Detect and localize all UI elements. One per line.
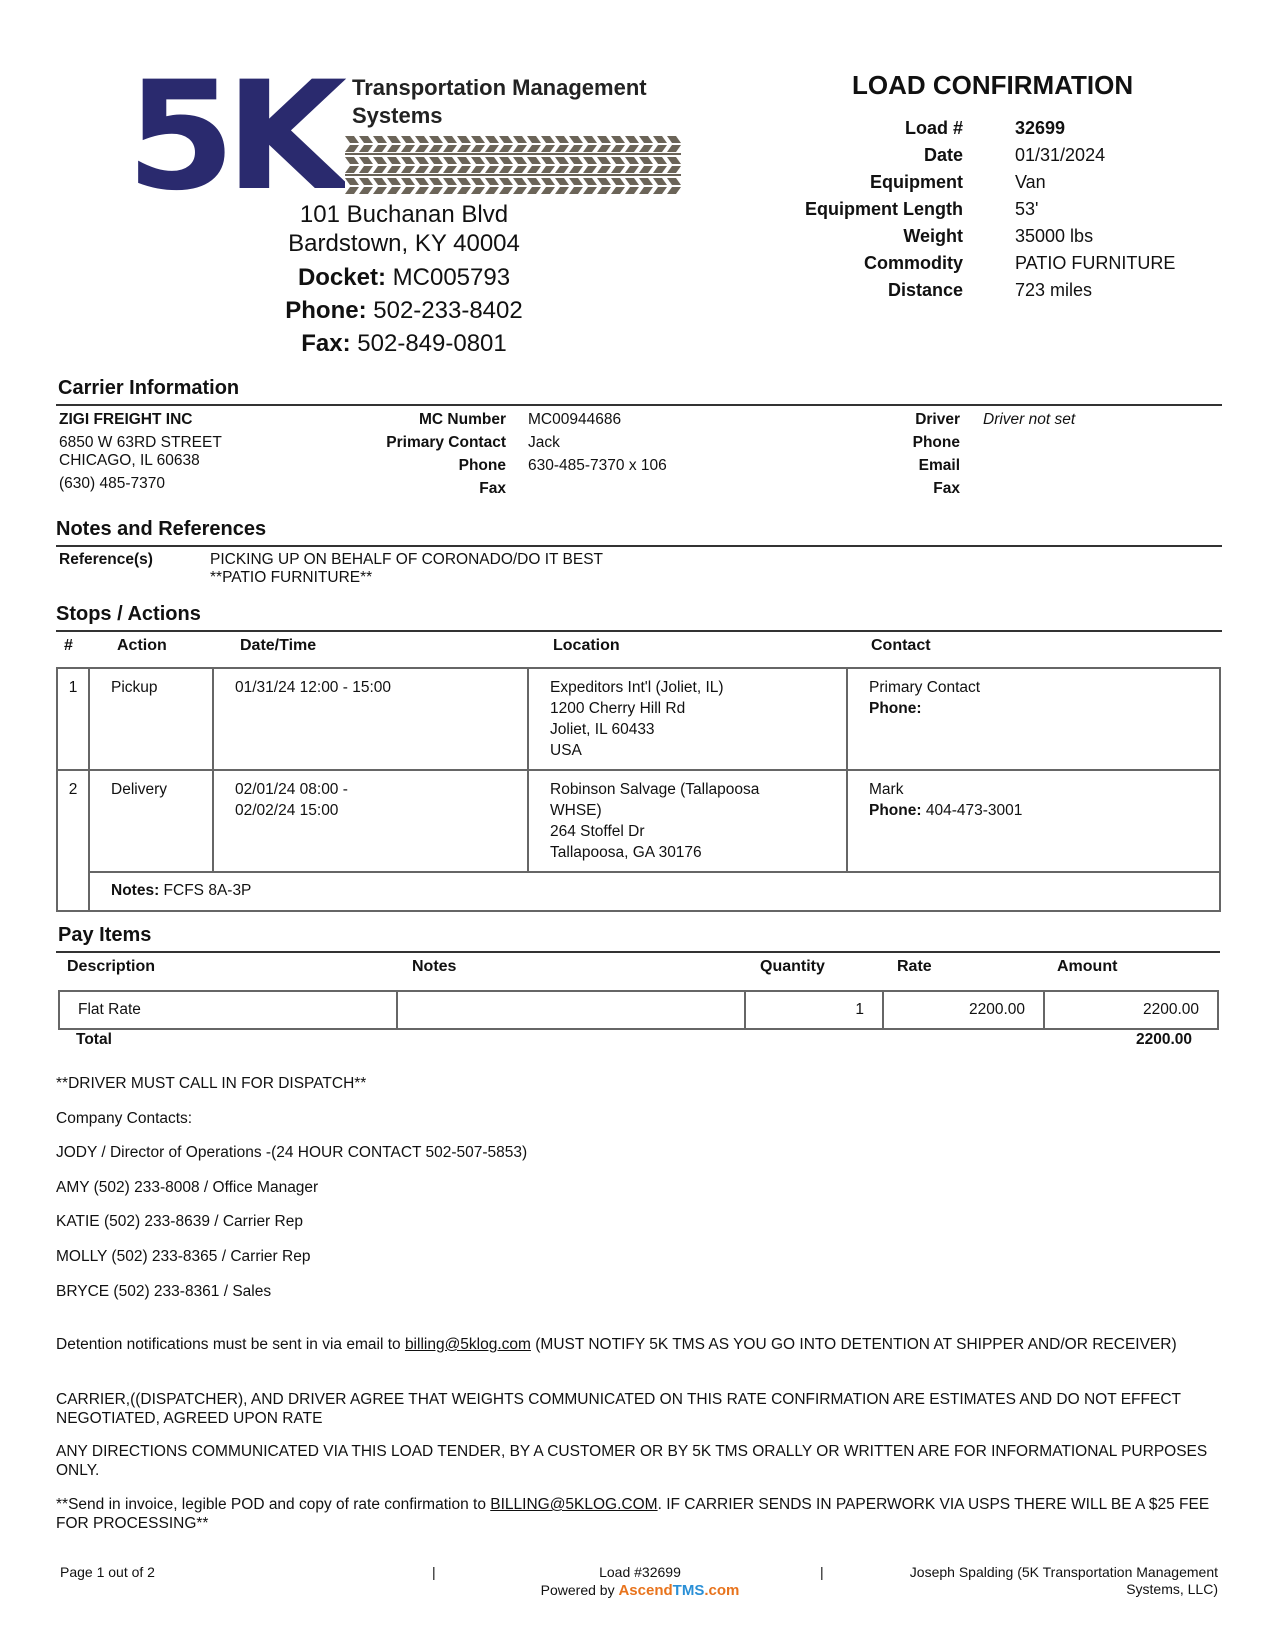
contact-line-2: AMY (502) 233-8008 / Office Manager xyxy=(56,1179,319,1196)
table-row xyxy=(57,872,1220,911)
stop-1-contact-name: Primary Contact xyxy=(869,679,981,696)
stops-section-title: Stops / Actions xyxy=(56,603,201,625)
pay-description: Flat Rate xyxy=(59,991,397,1029)
notes-section-title: Notes and References xyxy=(56,518,267,540)
stop-1-contact-phone xyxy=(869,698,1219,719)
pay-amount: 2200.00 xyxy=(1044,991,1218,1029)
stop-1-number: 1 xyxy=(57,668,89,770)
mc-number-label: MC Number xyxy=(419,411,506,428)
driver-label: Driver xyxy=(915,411,960,428)
stop-2-phone-label: Phone: xyxy=(869,802,922,819)
load-date-value: 01/31/2024 xyxy=(1015,145,1106,165)
ascend-brand-text: Ascend xyxy=(618,1582,673,1599)
pay-header-rate: Rate xyxy=(897,958,932,975)
detention-email-link[interactable]: billing@5klog.com xyxy=(404,1336,531,1353)
carrier-city: CHICAGO, IL 60638 xyxy=(59,452,200,469)
contact-line-3: KATIE (502) 233-8639 / Carrier Rep xyxy=(56,1213,303,1230)
stop-1-location-name: Expeditors Int'l (Joliet, IL) xyxy=(550,679,724,696)
primary-contact-label: Primary Contact xyxy=(386,434,506,451)
stops-section-rule xyxy=(56,630,1222,632)
references-label: Reference(s) xyxy=(59,551,153,568)
detention-notice xyxy=(56,1335,1226,1354)
equipment-value: Van xyxy=(1015,172,1046,192)
stop-1-phone-label: Phone: xyxy=(869,700,922,717)
notes-section-rule xyxy=(56,545,1222,547)
company-phone xyxy=(254,296,554,326)
pay-total-label: Total xyxy=(76,1031,112,1048)
carrier-phone-value: 630-485-7370 x 106 xyxy=(528,457,667,474)
distance-value: 723 miles xyxy=(1015,280,1093,300)
load-number-label: Load # xyxy=(904,118,963,138)
pay-header-notes: Notes xyxy=(412,958,457,975)
company-name-line1: Transportation Management xyxy=(352,75,647,100)
commodity-value: PATIO FURNITURE xyxy=(1015,253,1176,273)
footer-powered-by xyxy=(490,1582,790,1599)
stop-2-datetime-line1: 02/01/24 08:00 - xyxy=(235,781,348,798)
com-brand-text: .com xyxy=(704,1582,740,1599)
primary-contact-value: Jack xyxy=(528,434,560,451)
stop-1-location-country: USA xyxy=(550,742,582,759)
reference-line-1: PICKING UP ON BEHALF OF CORONADO/DO IT BEST xyxy=(210,551,604,568)
contact-line-5: BRYCE (502) 233-8361 / Sales xyxy=(56,1283,272,1300)
stop-2-datetime xyxy=(213,770,528,872)
footer-separator-left: | xyxy=(432,1564,436,1580)
distance-label: Distance xyxy=(887,280,963,300)
driver-email-label: Email xyxy=(918,457,960,474)
stop-2-contact xyxy=(847,770,1220,872)
pay-items-table xyxy=(58,990,1219,1030)
invoice-notice xyxy=(56,1495,1226,1533)
invoice-text-pre: **Send in invoice, legible POD and copy of rate confirmation to xyxy=(56,1496,491,1513)
company-address-line2: Bardstown, KY 40004 xyxy=(288,230,520,257)
detention-text-post: (MUST NOTIFY 5K TMS AS YOU GO INTO DETENTION AT SHIPPER AND/OR RECEIVER) xyxy=(530,1336,1177,1353)
footer-separator-right: | xyxy=(820,1564,824,1580)
stops-header-action: Action xyxy=(117,637,167,654)
footer-author-line2: Systems, LLC) xyxy=(1126,1581,1218,1597)
company-contacts-title: Company Contacts: xyxy=(56,1110,193,1127)
company-fax-value: 502-849-0801 xyxy=(357,330,507,357)
table-row xyxy=(57,668,1220,770)
stop-1-datetime-line1: 01/31/24 12:00 - 15:00 xyxy=(235,679,391,696)
invoice-email-link[interactable]: BILLING@5KLOG.COM xyxy=(490,1496,658,1513)
stops-table xyxy=(56,667,1221,912)
company-name-line2: Systems xyxy=(352,103,443,128)
carrier-section-rule xyxy=(56,404,1222,406)
footer-load-number: Load #32699 xyxy=(599,1564,681,1580)
detention-text-pre: Detention notifications must be sent in via email to xyxy=(56,1336,405,1353)
carrier-fax-label: Fax xyxy=(479,480,506,497)
carrier-name: ZIGI FREIGHT INC xyxy=(59,411,193,428)
pay-total-value: 2200.00 xyxy=(1135,1031,1192,1048)
load-confirmation-title: LOAD CONFIRMATION xyxy=(852,70,1134,100)
stop-1-location-street: 1200 Cherry Hill Rd xyxy=(550,700,686,717)
company-phone-label: Phone: xyxy=(285,297,367,324)
company-fax-label: Fax: xyxy=(301,330,351,357)
stop-2-number: 2 xyxy=(57,770,89,911)
load-date-label: Date xyxy=(923,145,963,165)
company-logo-5k: 5K xyxy=(126,50,337,224)
company-phone-value: 502-233-8402 xyxy=(373,297,523,324)
tire-tread-logo-graphic xyxy=(345,133,681,196)
company-address-line1: 101 Buchanan Blvd xyxy=(299,201,509,228)
docket-value: MC005793 xyxy=(392,264,511,291)
equipment-label: Equipment xyxy=(870,172,963,192)
stop-1-location xyxy=(528,668,847,770)
weight-label: Weight xyxy=(903,226,963,246)
stop-2-location-name-cont: WHSE) xyxy=(550,802,602,819)
directions-notice: ANY DIRECTIONS COMMUNICATED VIA THIS LOAD TENDER, BY A CUSTOMER OR BY 5K TMS ORALLY OR WRITTEN ARE FOR INFORMATIONAL PURPOSES ONLY. xyxy=(56,1443,1208,1479)
equipment-length-value: 53' xyxy=(1015,199,1039,219)
pay-quantity: 1 xyxy=(745,991,883,1029)
powered-by-label: Powered by xyxy=(540,1582,615,1598)
company-fax xyxy=(254,329,554,359)
pay-header-description: Description xyxy=(67,958,156,975)
table-row xyxy=(57,770,1220,872)
stop-1-location-city: Joliet, IL 60433 xyxy=(550,721,655,738)
stop-2-contact-phone xyxy=(869,800,1219,821)
stop-2-location-city: Tallapoosa, GA 30176 xyxy=(550,844,702,861)
load-number-value: 32699 xyxy=(1015,118,1066,138)
driver-fax-label: Fax xyxy=(933,480,960,497)
carrier-main-phone: (630) 485-7370 xyxy=(59,475,165,492)
driver-value: Driver not set xyxy=(983,411,1076,428)
equipment-length-label: Equipment Length xyxy=(805,199,963,219)
stops-header-contact: Contact xyxy=(871,637,931,654)
contact-line-1: JODY / Director of Operations -(24 HOUR CONTACT 502-507-5853) xyxy=(56,1144,528,1161)
stop-2-datetime-line2: 02/02/24 15:00 xyxy=(235,802,339,819)
stop-2-notes-value: FCFS 8A-3P xyxy=(163,882,252,899)
stop-1-contact xyxy=(847,668,1220,770)
dispatch-notice: **DRIVER MUST CALL IN FOR DISPATCH** xyxy=(56,1075,367,1092)
stop-2-location xyxy=(528,770,847,872)
contact-line-4: MOLLY (502) 233-8365 / Carrier Rep xyxy=(56,1248,311,1265)
stops-header-datetime: Date/Time xyxy=(240,637,317,654)
stops-header-num: # xyxy=(64,637,73,654)
docket-label: Docket: xyxy=(297,264,386,291)
carrier-street: 6850 W 63RD STREET xyxy=(59,434,222,451)
carrier-section-title: Carrier Information xyxy=(58,377,240,399)
table-row xyxy=(59,991,1218,1029)
pay-section-rule xyxy=(56,951,1220,953)
pay-section-title: Pay Items xyxy=(58,924,152,946)
stops-header-location: Location xyxy=(553,637,620,654)
stop-2-action: Delivery xyxy=(89,770,213,872)
company-docket xyxy=(254,263,554,293)
stop-2-contact-name: Mark xyxy=(869,781,904,798)
pay-rate: 2200.00 xyxy=(883,991,1044,1029)
weights-notice: CARRIER,((DISPATCHER), AND DRIVER AGREE THAT WEIGHTS COMMUNICATED ON THIS RATE CONFIRMATION ARE ESTIMATES AND DO NOT EFFECT NEGOTIATED, AGREED UPON RATE xyxy=(56,1391,1181,1427)
weight-value: 35000 lbs xyxy=(1015,226,1094,246)
stop-2-notes xyxy=(89,872,1220,911)
carrier-phone-label: Phone xyxy=(458,457,506,474)
pay-header-amount: Amount xyxy=(1057,958,1118,975)
pay-header-quantity: Quantity xyxy=(760,958,825,975)
stop-2-notes-label: Notes: xyxy=(111,882,160,899)
reference-line-2: **PATIO FURNITURE** xyxy=(210,569,373,586)
pay-notes xyxy=(397,991,745,1029)
footer-page-number: Page 1 out of 2 xyxy=(60,1564,155,1580)
stop-1-datetime xyxy=(213,668,528,770)
tms-brand-text: TMS xyxy=(672,1582,705,1599)
commodity-label: Commodity xyxy=(864,253,963,273)
footer-author-line1: Joseph Spalding (5K Transportation Management xyxy=(909,1564,1218,1580)
stop-2-location-street: 264 Stoffel Dr xyxy=(550,823,645,840)
stop-1-action: Pickup xyxy=(89,668,213,770)
stop-2-phone-value: 404-473-3001 xyxy=(925,802,1023,819)
footer-author xyxy=(860,1564,1218,1598)
mc-number-value: MC00944686 xyxy=(528,411,622,428)
invoice-text-post: . IF CARRIER SENDS IN PAPERWORK VIA USPS THERE WILL BE A $25 FEE FOR PROCESSING** xyxy=(56,1496,1210,1532)
stop-2-location-name: Robinson Salvage (Tallapoosa xyxy=(550,781,760,798)
company-name xyxy=(352,74,672,130)
driver-phone-label: Phone xyxy=(912,434,960,451)
